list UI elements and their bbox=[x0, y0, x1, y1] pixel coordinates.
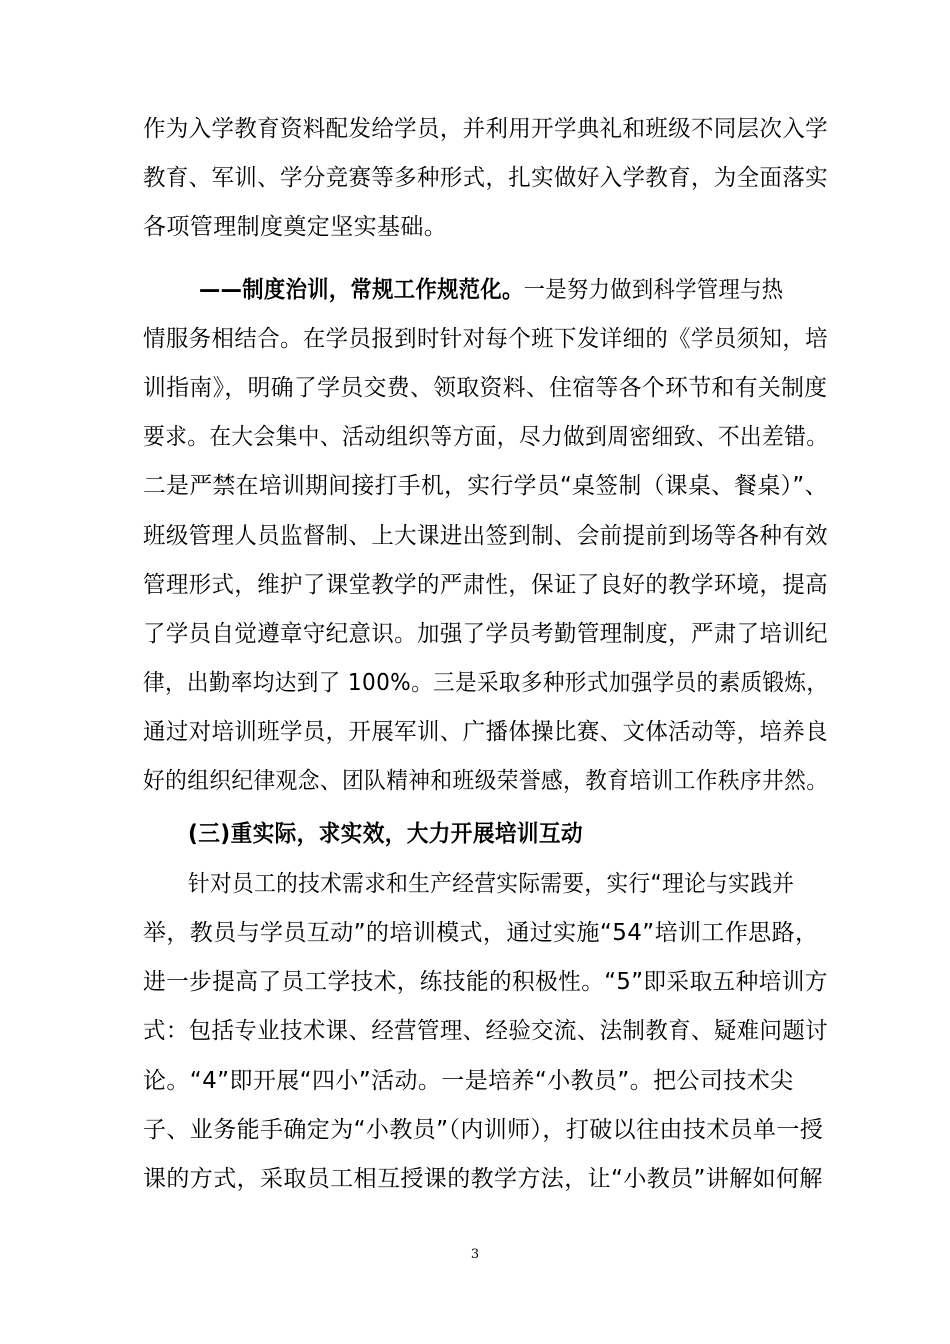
body-text-span: 课的方式，采取员工相互授课的教学方法，让“小教员”讲解如何解 bbox=[143, 1166, 823, 1192]
body-text-span: 进一步提高了员工学技术，练技能的积极性。“5”即采取五种培训方 bbox=[143, 969, 828, 995]
text-line bbox=[143, 917, 823, 949]
body-text-span: 举，教员与学员互动”的培训模式，通过实施“54”培训工作思路， bbox=[143, 920, 819, 946]
text-line bbox=[143, 618, 829, 650]
text-line bbox=[143, 1114, 823, 1146]
body-text-span: 管理形式，维护了课堂教学的严肃性，保证了良好的教学环境，提高 bbox=[143, 572, 829, 598]
body-text-span: 班级管理人员监督制、上大课进出签到制、会前提前到场等各种有效 bbox=[143, 523, 829, 549]
text-line bbox=[143, 323, 829, 355]
text-line bbox=[143, 765, 829, 797]
body-text-span: 式：包括专业技术课、经营管理、经验交流、法制教育、疑难问题讨 bbox=[143, 1018, 829, 1044]
text-line bbox=[143, 966, 828, 998]
body-text-span: 论。“4”即开展“四小”活动。一是培养“小教员”。把公司技术尖 bbox=[143, 1068, 794, 1094]
body-text-span: 了学员自觉遵章守纪意识。加强了学员考勤管理制度，严肃了培训纪 bbox=[143, 621, 829, 647]
body-text-span: 律，出勤率均达到了 100%。三是采取多种形式加强学员的素质锻炼， bbox=[143, 670, 829, 696]
body-text-span: 各项管理制度奠定坚实基础。 bbox=[143, 214, 448, 240]
text-line bbox=[143, 113, 829, 145]
text-line bbox=[143, 372, 828, 404]
body-text-span: 教育、军训、学分竞赛等多种形式，扎实做好入学教育，为全面落实 bbox=[143, 165, 829, 191]
text-line bbox=[143, 162, 829, 194]
text-line bbox=[188, 818, 828, 850]
text-line bbox=[188, 868, 828, 900]
body-text-span: 训指南》，明确了学员交费、领取资料、住宿等各个环节和有关制度 bbox=[143, 375, 828, 401]
text-line bbox=[143, 716, 829, 748]
text-line bbox=[143, 1065, 823, 1097]
body-text-span: 二是严禁在培训期间接打手机，实行学员“桌签制（课桌、餐桌）”、 bbox=[143, 473, 828, 499]
body-text-span: 情服务相结合。在学员报到时针对每个班下发详细的《学员须知，培 bbox=[143, 326, 829, 352]
text-line bbox=[143, 421, 829, 453]
body-text-span: 一是努力做到科学管理与热 bbox=[523, 277, 784, 303]
body-text-span: 要求。在大会集中、活动组织等方面，尽力做到周密细致、不出差错。 bbox=[143, 424, 829, 450]
bold-text: (三)重实际，求实效，大力开展培训互动 bbox=[188, 821, 583, 847]
text-line bbox=[143, 1015, 829, 1047]
page-number: 3 bbox=[470, 1247, 480, 1262]
body-text-span: 针对员工的技术需求和生产经营实际需要，实行“理论与实践并 bbox=[188, 871, 795, 897]
body-text-span: 通过对培训班学员，开展军训、广播体操比赛、文体活动等，培养良 bbox=[143, 719, 829, 745]
body-text-span: 作为入学教育资料配发给学员，并利用开学典礼和班级不同层次入学 bbox=[143, 116, 829, 142]
text-line bbox=[143, 211, 823, 243]
body-text-span: 子、业务能手确定为“小教员”（内训师），打破以往由技术员单一授 bbox=[143, 1117, 824, 1143]
text-line bbox=[143, 1163, 823, 1195]
text-line bbox=[199, 274, 828, 306]
text-line bbox=[143, 470, 828, 502]
text-line bbox=[143, 667, 829, 699]
body-text-span: 好的组织纪律观念、团队精神和班级荣誉感，教育培训工作秩序井然。 bbox=[143, 768, 829, 794]
text-line bbox=[143, 520, 829, 552]
text-line bbox=[143, 569, 829, 601]
bold-text: ——制度治训，常规工作规范化。 bbox=[199, 277, 524, 303]
